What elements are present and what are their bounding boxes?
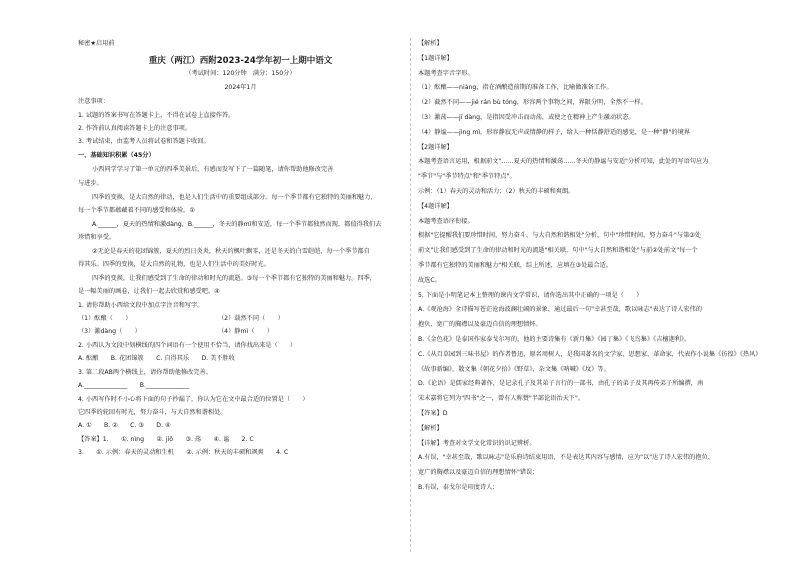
answer-text-line: 【4题详解】 <box>418 202 453 210</box>
passage-line: 四季的变换，是大自然的律动，也是人们生活中的重要组成部分。每一个季节都有它独特的美丽和魅力， <box>92 194 377 201</box>
answer-text-line: （2）截然不同——jié rán bù tóng，形容两个事物之间，界限分明，全然不一样。 <box>418 99 647 107</box>
answer-text-line: 宋末嘉将它列为"四书"之一，曾有人称赞"半部论语治天下"。 <box>418 395 585 403</box>
question-1-row <box>78 315 403 323</box>
passage-line: 四季的变换，让我们感受到了生命的律动和时光的流逝。③每一个季节都有它独特的美丽和魅力。四季， <box>92 275 376 282</box>
note-item: 2. 作答前认真阅读答题卡上的注意事项。 <box>78 125 192 132</box>
passage-line: 是一幅美丽的画卷，让我们一起去欣赏和感受吧。④ <box>78 288 220 295</box>
answer-text-line: 【1题详解】 <box>418 54 453 62</box>
intro-line: 小西同学学习了第一单元的四季美景后，有感而发写下了一篇随笔，请你帮助他修改完善 <box>92 166 334 173</box>
answer-text-line: C.《从百草园到三味书屋》的作者鲁迅，原名周树人，是我国著名的文学家、思想家、革命家，代表作小说集《彷徨》《热风》 <box>418 350 762 358</box>
answer-text-line: 示例：（1）春天的灵动和活力；（2）秋天的丰硕和爽朗。 <box>418 188 575 195</box>
answer-text-line: B.有误，泰戈尔是印度诗人； <box>418 484 499 491</box>
passage-line: 得其乐。四季的变换，是大自然的礼物，也是人们生活中的美好时光。 <box>78 261 270 268</box>
question-3-blanks: A.______________ B.______________ <box>78 382 190 389</box>
answer-text-line: B.《金色花》是泰国作家泰戈尔写的，他的主要诗集有《新月集》《园丁集》《飞鸟集》《吉檀迦利》。 <box>418 336 691 343</box>
exam-info: （考试时间：120分钟 满分：150分） <box>185 70 296 77</box>
question-4: 4. 小西写作时不小心将下面的句子抄漏了，你认为它在文中最合适的位置是（ ） <box>78 396 309 403</box>
passage-line: 珍惜和享受。 <box>78 234 116 241</box>
right-column <box>418 0 762 562</box>
answer-text-line: D.《论语》是儒家经典著作，是记录孔子及其弟子言行的一部书，由孔子的弟子及其再传弟子所编撰，南 <box>418 380 704 388</box>
question-4-options: A. ① B. ② C. ③ D. ④ <box>78 422 171 429</box>
answer-text-line: 本题考查语序衔接。 <box>418 217 474 225</box>
answer-text-line: A.《观沧海》全诗描写苍茫沧海波澜壮阔的景象，通过最后一句"幸甚至哉，歌以咏志"表达了诗人宏伟的 <box>418 306 703 314</box>
question-3: 3. 第二段AB两个横线上，请你帮助他修改完善。 <box>78 369 212 376</box>
note-item: 3. 考试结束，由监考人员将试卷和答题卡收回。 <box>78 138 210 145</box>
answer-text-line: 本题考查字音字形。 <box>418 69 474 77</box>
answer-text-line: 【答案】D <box>418 410 448 417</box>
answer-text-line: 前文"让我们感受到了生命的律动和时光的流逝"相关联，句中"与大自然和谐相处"与前②处前文"每一个 <box>418 247 698 255</box>
answer-text-line: "季节"与"季节特点"和"季节特点"。 <box>418 173 516 181</box>
notes-title: 注意事项： <box>78 98 109 105</box>
question-2-options: A. 酝酿 B. 花团锦簇 C. 自得其乐 D. 美不胜收 <box>78 355 235 362</box>
question-4-quote: 它四季的轮回有时光，努力奋斗，与大自然和谐相处。 <box>78 409 227 416</box>
exam-date: 2024年1月 <box>224 84 257 91</box>
answer-text-line: 季节都有它独特的美丽和魅力"相关联，综上所述，应填在③处最合适。 <box>418 262 613 269</box>
answer-text-line: 【解析】 <box>418 424 443 432</box>
answer-text-line: 抱负、宽广的胸襟以及豪迈自信的理想情怀。 <box>418 321 542 329</box>
answer-text-line: （4）静谧——jìng mì，形容静寂无声或情静的样子，给人一种恬静舒适的感觉，是一种"静"的境界 <box>418 128 690 136</box>
answer-text-line: 根据"它提醒我们要珍惜时间，努力奋斗，与大自然和谐相处"分析，句中"珍惜时间，努力奋斗"与第③处 <box>418 232 701 240</box>
question-1-item: （3）激dàng（ ） <box>78 328 141 335</box>
answer-text-line: 故选C。 <box>418 276 441 284</box>
passage-line: ②无论是春天的花团锦簇，夏天的烈日炎炎，秋天的枫叶飘零，还是冬天的白雪皑皑，每一个季节都自 <box>92 248 370 255</box>
answer-text-line: （3）激荡——jī dàng，是指因受冲击而动荡，或使之在精神上产生激动状态。 <box>418 114 635 121</box>
question-1: 1. 请你帮助小西给文段中加点字注音和写字。 <box>78 302 204 309</box>
passage-line: 每一个季节都蕴藏着不同的感受和体验。① <box>78 207 195 214</box>
question-1-item: （1）酝酿（ ） <box>78 315 132 322</box>
answer-text-line: 5. 下面是小明笔记本上整理的课内文学常识，请你选出其中正确的一项是（ ） <box>418 291 643 299</box>
note-item: 1. 试题的答案书写在答题卡上，不得在试卷上直接作答。 <box>78 112 235 119</box>
intro-line: 与进步。 <box>78 180 103 187</box>
exam-title: 重庆（两江）西附2023-24学年初一上期中语文 <box>148 56 333 66</box>
answer-text-line: 《故事新编》，散文集《朝花夕拾》《野草》，杂文集《呐喊》《坟》等。 <box>418 365 610 373</box>
section-heading: 一、基础知识积累（45分） <box>78 152 155 159</box>
question-1-row <box>78 328 403 336</box>
left-column <box>78 0 403 562</box>
answer-text-line: 【详解】考查对文学文化常识的识记辨析。 <box>418 439 536 447</box>
answer-text-line: 【2题详解】 <box>418 143 453 151</box>
answer-text-line: 本题考查语言运用，根据前文"……夏天的热情和激荡……冬天的静谧与安适"分析可知，此处的写语句应为 <box>418 158 709 166</box>
answer-text-line: 【解析】 <box>418 40 443 47</box>
answer-text-line: A.有误，"幸甚至哉，歌以咏志"是乐府诗结束用语，不是表达其内容与感情，应为"以"达了诗人宏伟的抱负、 <box>418 454 714 462</box>
question-1-item: （2）载然不同（ ） <box>218 315 284 322</box>
answer-text-line: 宽广的胸襟以及豪迈自信的理想情怀"错误； <box>418 469 539 477</box>
passage-line: A.______，夏天的热情和激dàng，B.______，冬天的静mì和安适，每一个季节都独然而现，都值得我们去 <box>92 221 382 228</box>
column-divider <box>410 38 411 552</box>
answer-line: 3. ①. 示例：春天的灵动和生机 ②. 示例：秋天的丰硕和飒爽 4. C <box>78 449 289 456</box>
question-1-item: （4）静mì（ ） <box>218 328 273 335</box>
answer-text-line: （1）酝酿——niàng，指在酒酿造前期的准备工作，比喻做准备工作。 <box>418 84 613 92</box>
confidential-mark: 秘密★启用前 <box>78 40 115 47</box>
question-2: 2. 小西认为文段中划横线的四个词语有一个使用不恰当，请你找出来是（ ） <box>78 342 297 349</box>
answer-line: 【答案】1. ①. nìng ②. jiǒ ③. 荡 ④. 谧 2. C <box>78 436 254 443</box>
